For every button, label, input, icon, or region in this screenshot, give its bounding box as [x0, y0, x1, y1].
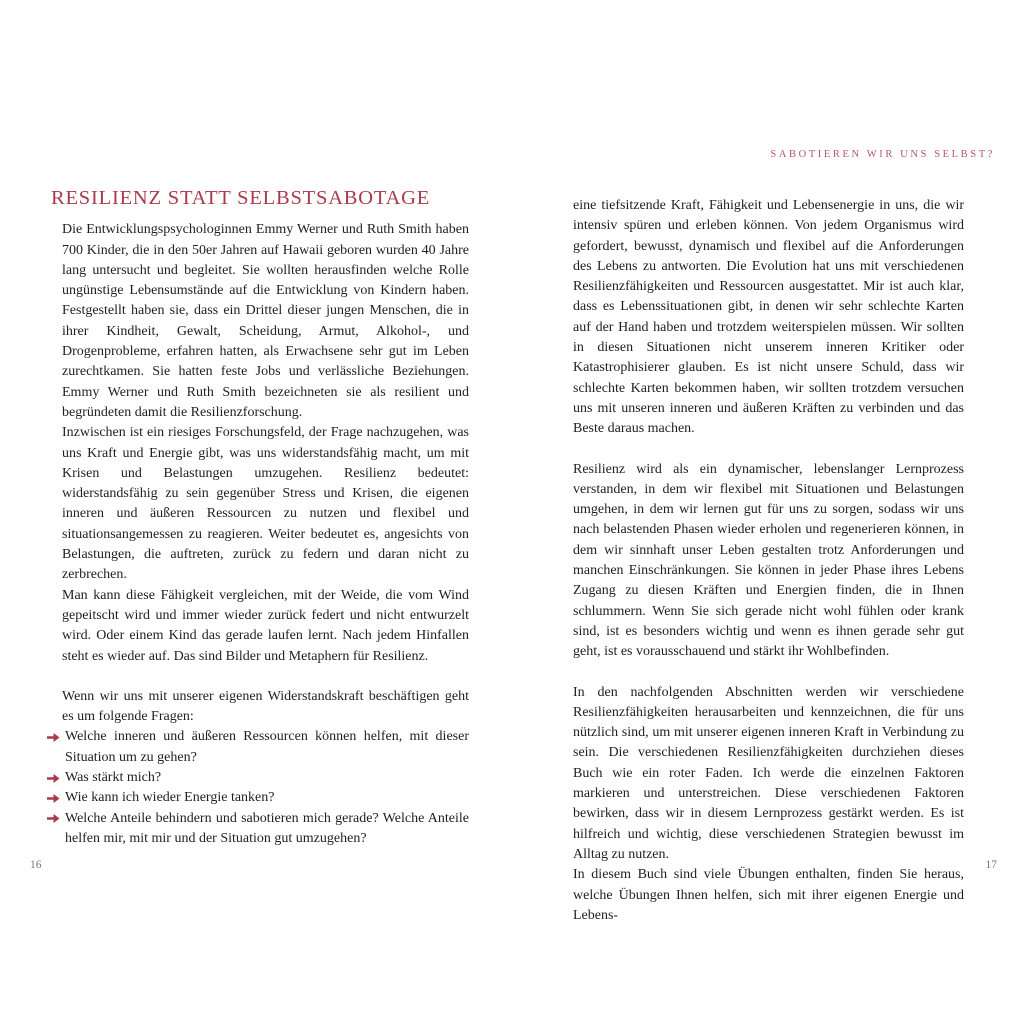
arrow-right-icon — [47, 809, 65, 850]
list-item — [47, 788, 469, 808]
running-header: SABOTIEREN WIR UNS SELBST? — [770, 149, 995, 160]
page-number-left: 16 — [30, 859, 42, 871]
list-item-text: Was stärkt mich? — [65, 770, 162, 786]
questions-list — [62, 727, 469, 849]
paragraph: In den nachfolgenden Abschnitten werden wir verschiedene Resilienzfähigkeiten herausarbeiten und kennzeichnen, die für uns nützlich sind, um mit unserer eigenen inneren Kraft in Verbindung zu sein. Die verschiedenen Resilienzfähigkeiten durchziehen dieses Buch wie ein roter Faden. Ich werde die einzelnen Faktoren markieren und unterstreichen. Diese verschiedenen Faktoren bewirken, dass wir in diesem Lernprozess gestärkt werden. Es ist hilfreich und wichtig, diese verschiedenen Strategien bewusst im Alltag zu nutzen. — [573, 684, 964, 862]
right-page-column — [573, 196, 964, 926]
list-item — [47, 727, 469, 768]
paragraph: Inzwischen ist ein riesiges Forschungsfeld, der Frage nachzugehen, was uns Kraft und Energie gibt, was uns widerstandsfähig macht, um mit Krisen und Belastungen umzugehen. Resilienz bedeutet: widerstandsfähig zu sein gegenüber Stress und Krisen, die eigenen inneren und äußeren Ressourcen zu nutzen und flexibel und situationsangemessen zu reagieren. Weiter bedeutet es, angesichts von Belastungen, die auftreten, zurück zu federn und daran nicht zu zerbrechen. — [62, 425, 469, 583]
questions-intro: Wenn wir uns mit unserer eigenen Widerstandskraft beschäftigen geht es um folgende Fragen: — [62, 688, 469, 725]
paragraph: Die Entwicklungspsychologinnen Emmy Werner und Ruth Smith haben 700 Kinder, die in den 50er Jahren auf Hawaii geboren wurden 40 Jahre lang untersucht und begleitet. Sie wollten herausfinden welche Rolle ungünstige Lebensumstände auf die Entwicklung von Kindern haben. Festgestellt haben sie, dass ein Drittel dieser jungen Menschen, die in ihrer Kindheit, Gewalt, Scheidung, Armut, Alkohol-, und Drogenprobleme, erfahren hatten, als Erwachsene sehr gut im Leben zurechtkamen. Sie hatten feste Jobs und verlässliche Beziehungen. Emmy Werner und Ruth Smith bezeichneten sie als resilient und begründeten damit die Resilienzforschung. — [62, 222, 469, 420]
paragraph: eine tiefsitzende Kraft, Fähigkeit und Lebensenergie in uns, die wir intensiv spüren und erleben können. Von jedem Organismus wird gefordert, bewusst, dynamisch und flexibel auf die Anforderungen des Lebens zu antworten. Die Evolution hat uns mit verschiedenen Resilienzfähigkeiten und Ressourcen ausgestattet. Mir ist auch klar, dass es Lebenssituationen gibt, in denen wir sehr schlechte Karten auf der Hand haben und trotzdem weiterspielen müssen. Wir sollten in diesen Situationen nicht unserem inneren Kritiker oder Katastrophisierer glauben. Es ist nicht unsere Schuld, dass wir schlechte Karten bekommen haben, wir sollten trotzdem versuchen uns mit unseren inneren und äußeren Kräften zu verbinden und das Beste daraus machen. — [573, 198, 964, 437]
arrow-right-icon — [47, 768, 65, 788]
list-item — [47, 809, 469, 850]
arrow-right-icon — [47, 727, 65, 768]
list-item-text: Welche Anteile behindern und sabotieren mich gerade? Welche Anteile helfen mir, mit mir und der Situation gut umzugehen? — [65, 810, 469, 846]
chapter-title: RESILIENZ STATT SELBSTSABOTAGE — [51, 187, 431, 209]
page-number-right: 17 — [985, 859, 997, 871]
list-item — [47, 768, 469, 788]
left-page-column — [51, 187, 469, 849]
arrow-right-icon — [47, 788, 65, 808]
list-item-text: Wie kann ich wieder Energie tanken? — [65, 790, 275, 806]
paragraph: Resilienz wird als ein dynamischer, lebenslanger Lernprozess verstanden, in dem wir flexibel mit Situationen und Belastungen umgehen, in dem wir lernen gut für uns zu sorgen, sodass wir uns nach belastenden Phasen wieder erholen und regenerieren können, in dem wir sinnhaft unser Leben gestalten trotz Anforderungen und manchen Einschränkungen. Sie können in jeder Phase ihres Lebens Zugang zu diesen Kräften und Energien finden, die in Ihnen schlummern. Wenn Sie sich gerade nicht wohl fühlen oder krank sind, ist es besonders wichtig und wenn es ihnen gerade sehr gut geht, ist es vorausschauend und stärkt ihr Wohlbefinden. — [573, 461, 964, 660]
paragraph: Man kann diese Fähigkeit vergleichen, mit der Weide, die vom Wind gepeitscht wird und immer wieder zurück federt und nicht entwurzelt wird. Oder einem Kind das gerade laufen lernt. Nach jedem Hinfallen steht es wieder auf. Das sind Bilder und Metaphern für Resilienz. — [62, 587, 469, 664]
list-item-text: Welche inneren und äußeren Ressourcen können helfen, mit dieser Situation um zu gehen? — [65, 729, 469, 765]
paragraph: In diesem Buch sind viele Übungen enthalten, finden Sie heraus, welche Übungen Ihnen helfen, sich mit ihrer eigenen Energie und Lebens- — [573, 867, 964, 923]
